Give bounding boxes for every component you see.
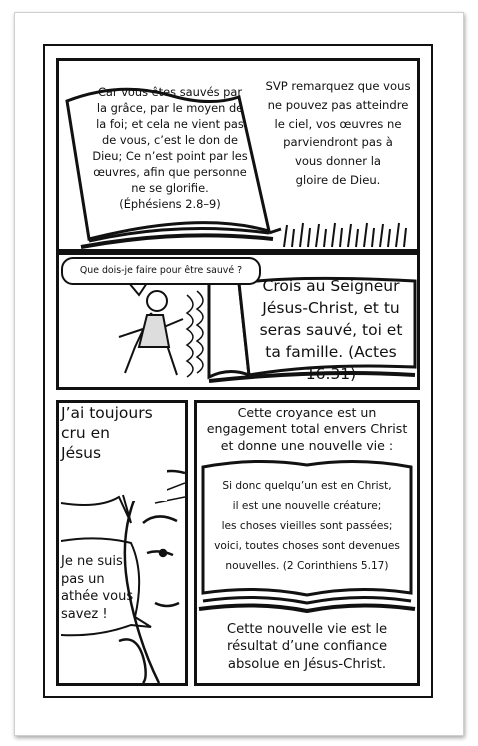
panel-3 bbox=[56, 400, 188, 686]
acts-verse: Crois au Seigneur Jésus-Christ, et tu seras sauvé, toi et ta famille. (Actes 16.31) bbox=[259, 277, 403, 383]
speech-bubble-outlines bbox=[59, 403, 185, 683]
panel-1 bbox=[56, 58, 420, 252]
question-bubble: Que dois-je faire pour être sauvé ? bbox=[61, 257, 261, 285]
speech-bubble-bottom: Je ne suis pas un athée vous savez ! bbox=[61, 554, 134, 622]
corinthians-verse: Si donc quelqu’un est en Christ, il est une nouvelle créature; les choses vieilles sont passées; voici, toutes choses sont devenues nouvelles. (2 Corinthiens 5.17) bbox=[214, 480, 400, 572]
worried-man-figure bbox=[119, 291, 183, 375]
radiance-lines bbox=[187, 291, 203, 377]
works-note: SVP remarquez que vous ne pouvez pas atteindre le ciel, vos œuvres ne parviendront pas à vous donner la gloire de Dieu. bbox=[265, 79, 411, 187]
panel-2 bbox=[56, 252, 420, 390]
ephesians-verse: Car vous êtes sauvés par la grâce, par le moyen de la foi; et cela ne vient pas de vous, c’est le don de Dieu; Ce n’est point par les œuvres, afin que personne ne se glorifie. (Éphésiens 2.8–9) bbox=[92, 85, 248, 211]
commitment-intro: Cette croyance est un engagement total envers Christ et donne une nouvelle vie : bbox=[206, 405, 408, 453]
grass-lines bbox=[284, 223, 406, 247]
new-life-conclusion: Cette nouvelle vie est le résultat d’une confiance absolue en Jésus-Christ. bbox=[226, 622, 388, 672]
speech-bubble-top: J’ai toujours cru en Jésus bbox=[59, 403, 167, 501]
panel-4 bbox=[194, 400, 420, 686]
